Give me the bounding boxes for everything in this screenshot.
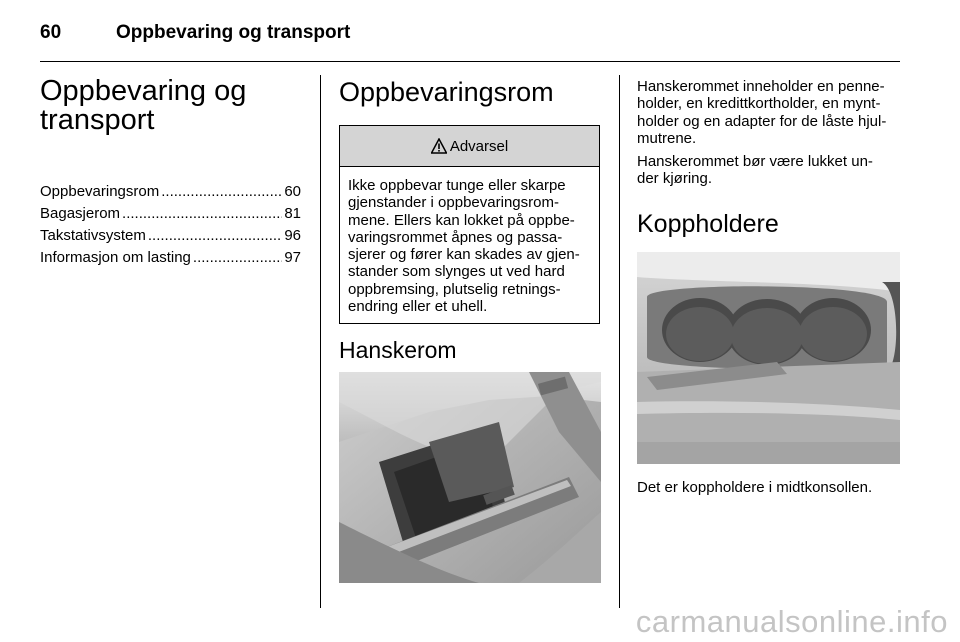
glovebox-paragraph-2	[637, 153, 900, 188]
chapter-title-line1: Oppbevaring og	[40, 75, 247, 107]
glovebox-paragraph-1	[637, 78, 900, 147]
page-number: 60	[40, 22, 62, 43]
warning-triangle-icon	[431, 138, 447, 154]
warning-line: endring eller et uhell.	[348, 298, 488, 316]
toc-label: Bagasjerom	[40, 205, 121, 222]
column-divider-left	[320, 75, 321, 608]
warning-line: Ikke oppbevar tunge eller skarpe	[348, 177, 566, 194]
toc-page: 81	[284, 205, 301, 222]
cupholders-caption: Det er koppholdere i midtkonsollen.	[637, 478, 873, 496]
text-line: mutrene.	[637, 129, 697, 147]
text-line: holder, en kredittkortholder, en mynt-	[637, 95, 881, 113]
warning-header	[340, 126, 599, 167]
toc-entry[interactable]	[40, 203, 301, 225]
chapter-column	[40, 75, 301, 269]
toc-page: 60	[284, 183, 301, 200]
warning-title: Advarsel	[449, 137, 509, 155]
text-line: Hanskerommet inneholder en penne-	[637, 78, 885, 95]
cupholders-title: Koppholdere	[637, 209, 779, 238]
warning-line: varingsrommet åpnes og passa-	[348, 228, 563, 246]
text-line: Hanskerommet bør være lukket un-	[637, 153, 873, 171]
chapter-toc	[40, 181, 301, 269]
chapter-title	[40, 77, 301, 135]
text-line: holder og en adapter for de låste hjul-	[637, 112, 887, 130]
toc-leader	[122, 203, 282, 225]
warning-line: oppbremsing, plutselig retnings-	[348, 280, 561, 298]
warning-line: mene. Ellers kan lokket på oppbe-	[348, 211, 575, 229]
header-rule	[40, 61, 900, 62]
toc-entry[interactable]	[40, 247, 301, 269]
toc-entry[interactable]	[40, 181, 301, 203]
cupholder-column	[637, 75, 900, 496]
glovebox-photo	[339, 372, 601, 583]
toc-page: 97	[284, 249, 301, 266]
toc-entry[interactable]	[40, 225, 301, 247]
warning-text	[340, 167, 599, 323]
toc-label: Oppbevaringsrom	[40, 183, 160, 200]
watermark: carmanualsonline.info	[635, 604, 948, 639]
toc-leader	[148, 225, 282, 247]
toc-page: 96	[284, 227, 301, 244]
warning-line: gjenstander i oppbevaringsrom-	[348, 194, 559, 212]
warning-line: sjerer og fører kan skades av gjen-	[348, 246, 580, 264]
storage-column	[339, 75, 601, 583]
toc-label: Informasjon om lasting	[40, 249, 191, 266]
warning-line: stander som slynges ut ved hard	[348, 263, 565, 281]
warning-box	[339, 125, 600, 324]
chapter-title-line2: transport	[40, 104, 155, 136]
column-divider-right	[619, 75, 620, 608]
text-line: der kjøring.	[637, 170, 713, 188]
toc-leader	[161, 181, 282, 203]
glovebox-title: Hanskerom	[339, 337, 457, 364]
section-title: Oppbevaringsrom	[339, 77, 554, 107]
cupholders-photo	[637, 252, 900, 464]
toc-label: Takstativsystem	[40, 227, 146, 244]
toc-leader	[193, 247, 282, 269]
running-title: Oppbevaring og transport	[116, 22, 351, 43]
